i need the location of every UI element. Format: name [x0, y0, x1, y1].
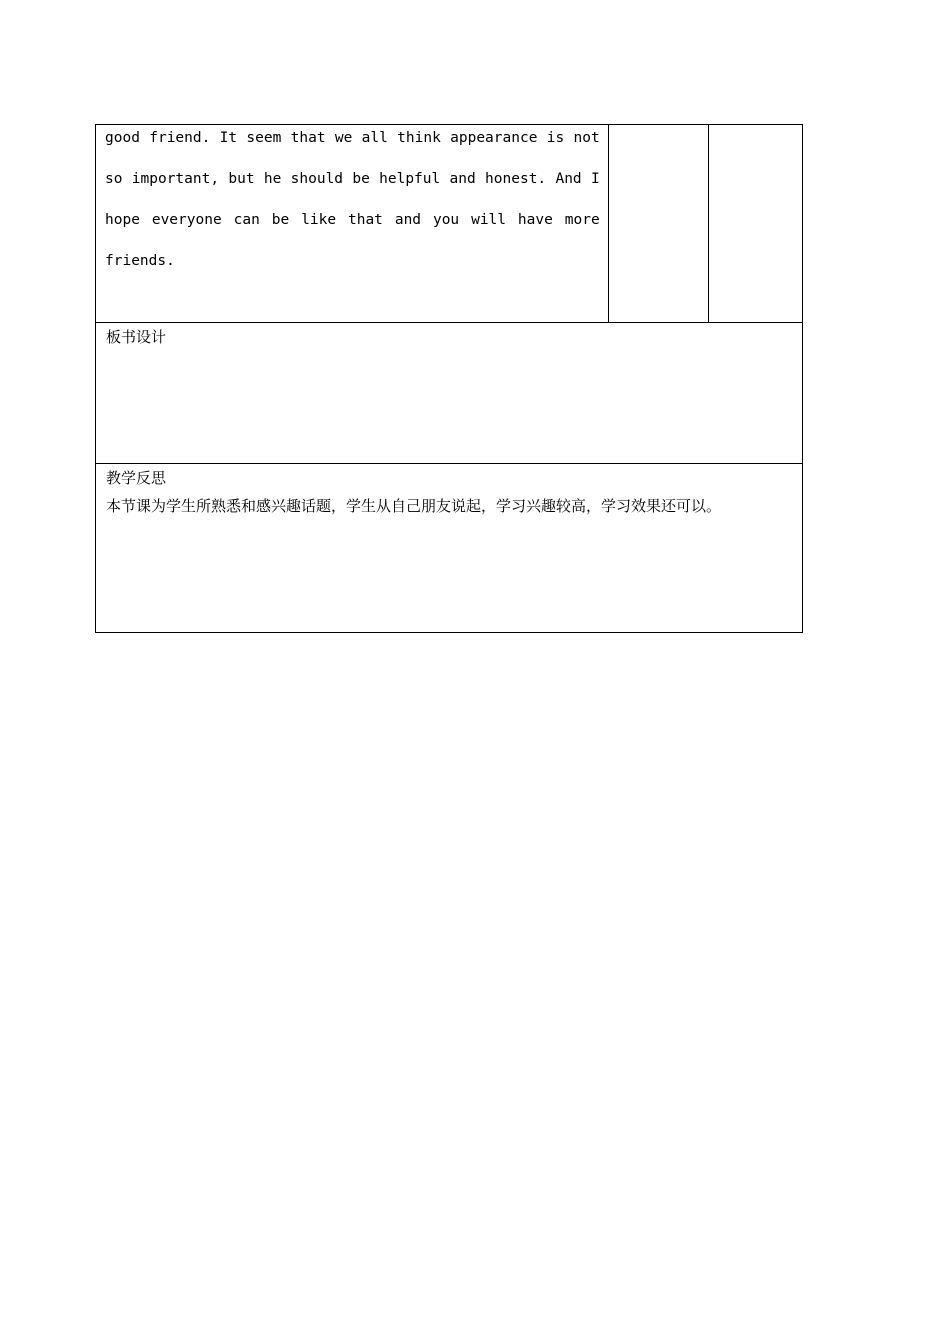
- reflection-label: 教学反思: [106, 469, 167, 487]
- table-row: [96, 464, 803, 633]
- empty-cell: [708, 125, 802, 323]
- empty-cell: [608, 125, 708, 323]
- paragraph-line: good friend. It seem that we all think appearance is not: [105, 130, 600, 146]
- table-row: [96, 323, 803, 464]
- table-row: [96, 125, 803, 323]
- text-cell: [96, 125, 609, 323]
- paragraph-line: hope everyone can be like that and you will have more: [105, 212, 600, 228]
- lesson-plan-table: [95, 124, 803, 633]
- board-design-label: 板书设计: [106, 328, 167, 346]
- english-paragraph: [96, 118, 608, 282]
- reflection-text: 本节课为学生所熟悉和感兴趣话题，学生从自己朋友说起，学习兴趣较高，学习效果还可以。: [106, 497, 722, 515]
- paragraph-line: so important, but he should be helpful and honest. And I: [105, 171, 600, 187]
- board-design-cell: [96, 323, 803, 464]
- reflection-cell: [96, 464, 803, 633]
- paragraph-line: friends.: [105, 253, 175, 269]
